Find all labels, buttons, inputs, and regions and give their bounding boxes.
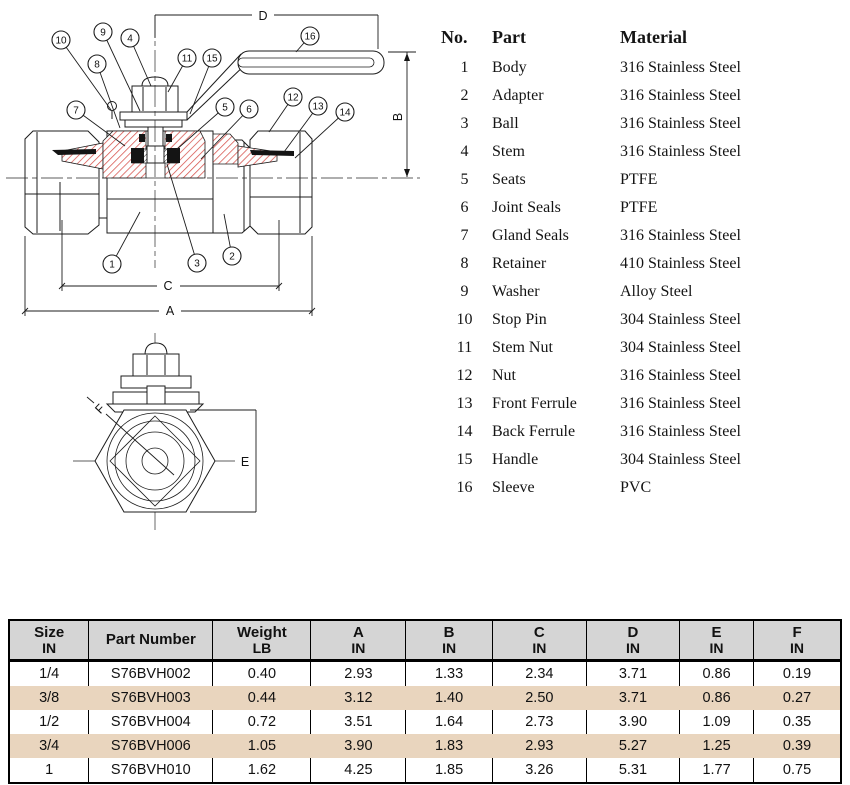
table-row: 1/4 S76BVH002 0.40 2.93 1.33 2.34 3.71 0.86 0.19 [9,661,841,687]
svg-text:1: 1 [109,259,115,271]
parts-row: 9 Washer Alloy Steel [460,283,693,300]
end-view-hex-body [95,410,215,512]
svg-text:9: 9 [100,27,106,39]
svg-text:4: 4 [127,33,133,45]
parts-row: 11 Stem Nut 304 Stainless Steel [456,339,741,356]
end-view [73,333,256,531]
parts-row: 3 Ball 316 Stainless Steel [460,115,741,132]
svg-text:7: 7 [73,105,79,117]
col-header-B: B IN [406,620,493,661]
parts-row: 4 Stem 316 Stainless Steel [460,143,741,160]
dim-label-D: D [258,9,268,23]
valve-cross-section-diagram [0,0,430,545]
svg-text:15: 15 [206,53,218,65]
dim-label-A: A [165,304,175,318]
parts-row: 10 Stop Pin 304 Stainless Steel [456,311,741,328]
svg-text:12: 12 [287,92,299,104]
parts-list-header [441,26,801,48]
table-row: 3/4 S76BVH006 1.05 3.90 1.83 2.93 5.27 1.25 0.39 [9,734,841,758]
dim-label-F: F [92,401,108,417]
right-compression-nut [250,131,312,234]
parts-row: 14 Back Ferrule 316 Stainless Steel [456,423,741,440]
handle-flange [125,120,182,127]
stem-foot [147,146,164,163]
parts-row: 6 Joint Seals PTFE [460,199,658,216]
right-ferrule-seal [250,150,294,156]
left-ferrule-seal [52,149,96,155]
col-header-C: C IN [492,620,586,661]
parts-row: 15 Handle 304 Stainless Steel [456,451,741,468]
svg-text:2: 2 [229,251,235,263]
parts-row: 5 Seats PTFE [460,171,658,188]
parts-list [441,26,801,502]
left-seat [131,148,144,163]
svg-text:10: 10 [55,35,67,47]
parts-header-material: Material [620,27,687,47]
parts-header-part: Part [492,27,526,47]
right-joint-seal [166,134,172,142]
main-section-view [6,9,420,318]
svg-text:3: 3 [194,258,200,270]
right-seat [167,148,180,163]
svg-text:8: 8 [94,59,100,71]
parts-row: 8 Retainer 410 Stainless Steel [460,255,741,272]
col-header-D: D IN [586,620,679,661]
col-header-F: F IN [754,620,841,661]
svg-text:14: 14 [339,107,351,119]
parts-row: 16 Sleeve PVC [456,479,652,496]
svg-text:16: 16 [304,31,316,43]
parts-row: 2 Adapter 316 Stainless Steel [460,87,741,104]
parts-row: 13 Front Ferrule 316 Stainless Steel [456,395,741,412]
end-view-stem-stack [107,343,203,412]
col-header-size: Size IN [9,620,89,661]
dimensions-table [8,619,842,784]
col-header-weight: Weight LB [213,620,311,661]
table-row: 3/8 S76BVH003 0.44 3.12 1.40 2.50 3.71 0.86 0.27 [9,686,841,710]
svg-text:13: 13 [312,101,324,113]
handle-sleeve [238,51,384,74]
dimensions-table-header-row [9,620,841,661]
table-row: 1 S76BVH010 1.62 4.25 1.85 3.26 5.31 1.77 0.75 [9,758,841,783]
parts-header-no: No. [441,27,468,47]
svg-text:5: 5 [222,102,228,114]
table-row: 1/2 S76BVH004 0.72 3.51 1.64 2.73 3.90 1.09 0.35 [9,710,841,734]
dim-label-B: B [391,112,405,122]
left-joint-seal [139,134,145,142]
col-header-E: E IN [680,620,754,661]
dim-label-E: E [240,455,250,469]
parts-row: 7 Gland Seals 316 Stainless Steel [460,227,741,244]
stem-assembly [108,51,385,146]
col-header-A: A IN [311,620,406,661]
col-header-part-number: Part Number [89,620,213,661]
svg-text:11: 11 [181,53,193,65]
svg-text:6: 6 [246,104,252,116]
dim-label-C: C [163,279,173,293]
parts-row: 12 Nut 316 Stainless Steel [456,367,741,384]
parts-row: 1 Body 316 Stainless Steel [460,59,741,76]
washer [120,112,187,120]
